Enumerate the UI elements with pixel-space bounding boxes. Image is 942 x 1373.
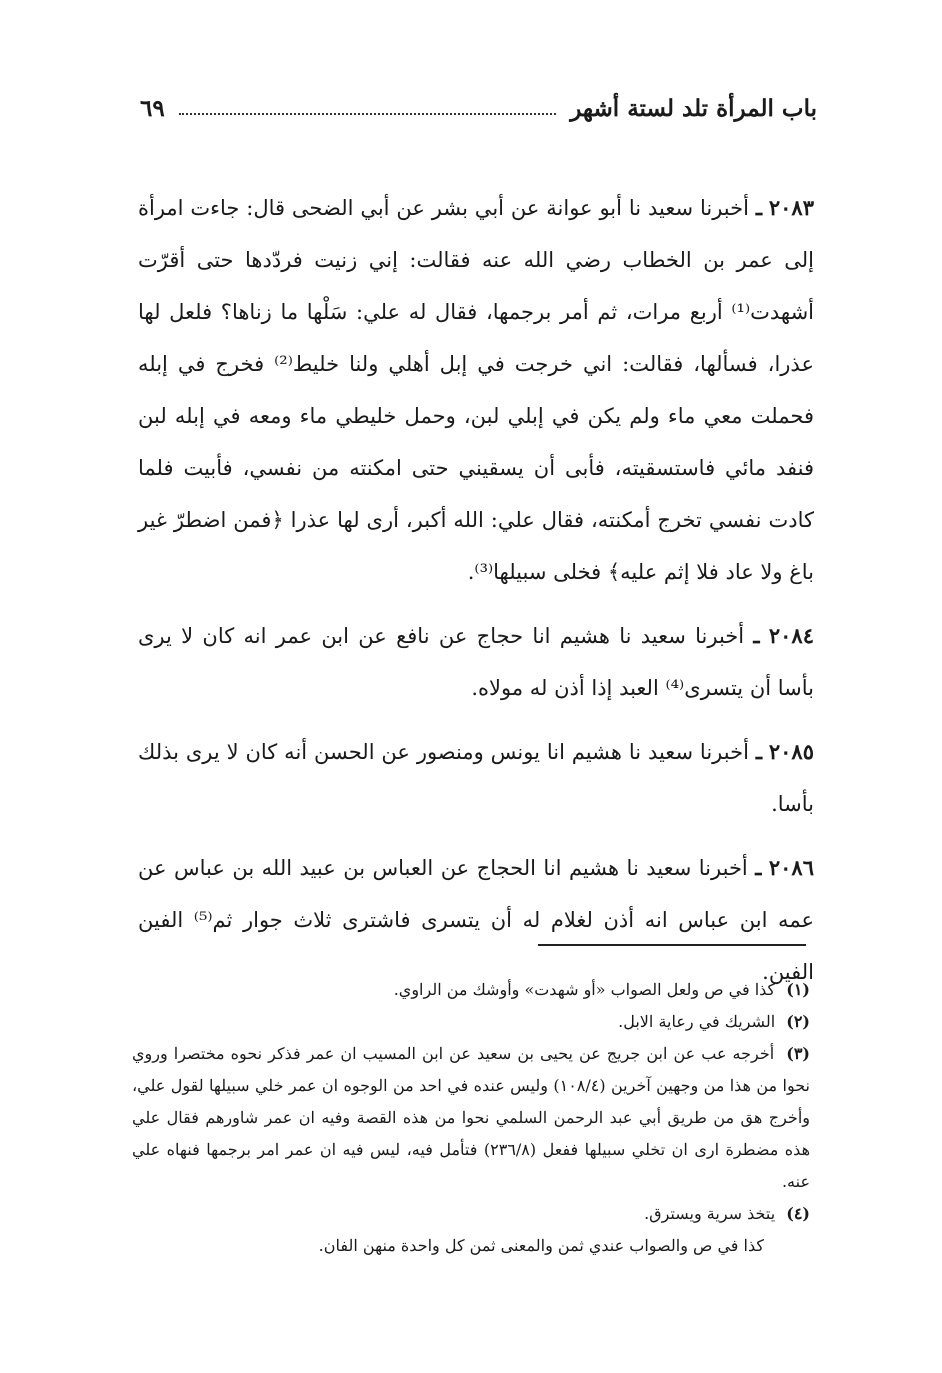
footnote-marker: (٢) (786, 1012, 810, 1031)
footnote-marker: (٣) (786, 1044, 810, 1063)
footnote-5 (132, 1230, 810, 1262)
footnote-4 (132, 1198, 810, 1230)
hadith-text: أخبرنا سعيد نا هشيم انا الحجاج عن العباس بن عبيد الله بن عباس عن عمه ابن عباس انه أذن لغلام له أن يتسرى فاشترى ثلاث جوار ثم⁽⁵⁾ الفين الفين. (138, 856, 814, 984)
page-number: ٦٩ (140, 94, 165, 122)
hadith-number: ٢٠٨٥ (768, 739, 814, 764)
footnote-text: أخرجه عب عن ابن جريج عن يحيى بن سعيد عن ابن المسيب ان عمر فذكر نحوه مختصرا وروي نحوا من هذا من وجهين آخرين (١٠٨/٤) وليس عنده في احد من الوجوه ان عمر خلي سبيلها لقول علي، وأخرج هق من طريق أبي عبد الرحمن السلمي نحوا من هذه القصة وفيه ان عمر شاورهم فقال علي هذه مضطرة ارى ان تخلي سبيلها ففعل (٢٣٦/٨) فتأمل فيه، ليس فيه ان عمر امر برجمها فنهاه علي عنه. (132, 1044, 811, 1191)
main-text (138, 182, 814, 1010)
hadith-separator: ـ (753, 623, 760, 648)
hadith-2085 (138, 726, 814, 830)
footnote-1 (132, 974, 810, 1006)
footnote-marker: (١) (786, 980, 810, 999)
hadith-number: ٢٠٨٣ (768, 195, 814, 220)
footnote-3 (132, 1038, 810, 1198)
footnote-divider (538, 944, 806, 946)
hadith-text: أخبرنا سعيد نا أبو عوانة عن أبي بشر عن أبي الضحى قال: جاءت امرأة إلى عمر بن الخطاب رضي الله عنه فقالت: إني زنيت فردّدها حتى أقرّت أشهدت⁽¹⁾ أربع مرات، ثم أمر برجمها، فقال له علي: سَلْها ما زناها؟ فلعل لها عذرا، فسألها، فقالت: اني خرجت في إبل أهلي ولنا خليط⁽²⁾ فخرج في إبله فحملت معي ماء ولم يكن في إبلي لبن، وحمل خليطي ماء ومعه في إبله لبن فنفد مائي فاستسقيته، فأبى أن يسقيني حتى امكنته من نفسي، فأبيت فلما كادت نفسي تخرج أمكنته، فقال علي: الله أكبر، أرى لها عذرا ﴿فمن اضطرّ غير باغ ولا عاد فلا إثم عليه﴾ فخلى سبيلها⁽³⁾. (138, 196, 814, 584)
chapter-title: باب المرأة تلد لستة أشهر (570, 94, 817, 122)
hadith-number: ٢٠٨٤ (768, 623, 814, 648)
hadith-2084 (138, 610, 814, 714)
hadith-text: أخبرنا سعيد نا هشيم انا حجاج عن نافع عن ابن عمر انه كان لا يرى بأسا أن يتسرى⁽⁴⁾ العبد إذا أذن له مولاه. (138, 624, 814, 700)
footnote-2 (132, 1006, 810, 1038)
hadith-separator: ـ (755, 739, 762, 764)
hadith-separator: ـ (755, 195, 762, 220)
footnote-marker: (٤) (786, 1204, 810, 1223)
dotted-leader (179, 113, 557, 115)
hadith-text: أخبرنا سعيد نا هشيم انا يونس ومنصور عن الحسن أنه كان لا يرى بذلك بأسا. (138, 740, 814, 816)
hadith-2083 (138, 182, 814, 598)
footnotes (132, 974, 810, 1262)
footnote-text: الشريك في رعاية الابل. (618, 1012, 776, 1031)
hadith-separator: ـ (755, 855, 762, 880)
hadith-number: ٢٠٨٦ (768, 855, 814, 880)
footnote-text: كذا في ص والصواب عندي ثمن والمعنى ثمن كل واحدة منهن الفان. (318, 1236, 764, 1255)
footnote-text: كذا في ص ولعل الصواب «أو شهدت» وأوشك من الراوي. (393, 980, 776, 999)
footnote-text: يتخذ سرية ويسترق. (644, 1204, 776, 1223)
running-header (140, 88, 817, 128)
